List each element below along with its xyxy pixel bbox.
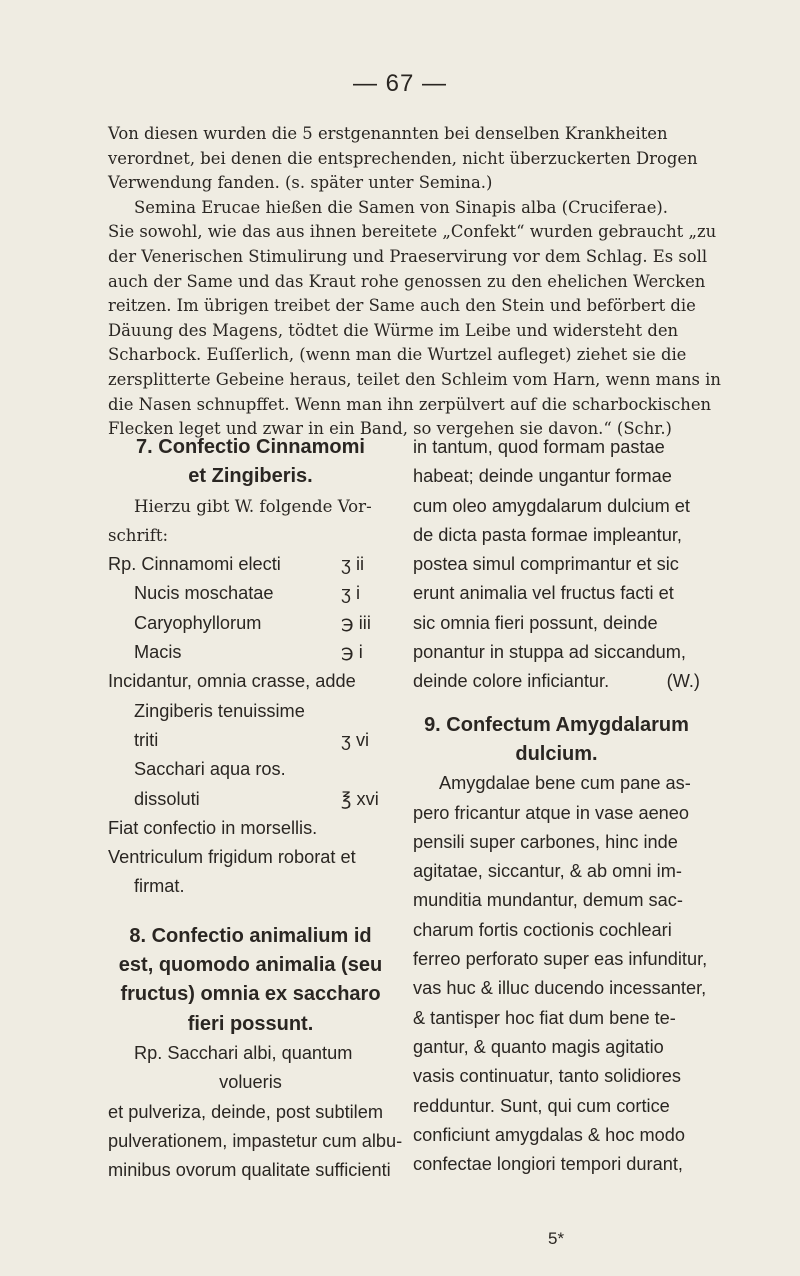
body-line: minibus ovorum qualitate sufficienti xyxy=(108,1160,391,1181)
recipe-text: Zingiberis tenuissime xyxy=(134,700,305,721)
recipe-text: Sacchari aqua ros. xyxy=(134,759,286,780)
intro-line: Scharbock. Euſſerlich, (wenn man die Wurtzel aufleget) ziehet sie die xyxy=(108,345,687,365)
intro-line: verordnet, bei denen die entsprechenden, nicht überzuckerten Drogen xyxy=(108,148,698,168)
body-line xyxy=(413,667,700,696)
body-line: gantur, & quanto magis agitatio xyxy=(413,1036,664,1057)
intro-line: Von diesen wurden die 5 erstgenannten bei denselben Krankheiten xyxy=(108,124,668,143)
ingredient-quantity: ʒ ii xyxy=(341,554,365,575)
body-line: & tantisper hoc fiat dum bene te- xyxy=(413,1007,676,1028)
body-line: conficiunt amygdalas & hoc modo xyxy=(413,1124,685,1145)
recipe-text: Ventriculum frigidum roborat et xyxy=(108,847,356,868)
intro-line: die Nasen schnupffet. Wenn man ihn zerpülvert auf die scharbockischen xyxy=(108,394,712,414)
intro-line: reitzen. Im übrigen treibet der Same auch den Stein und beförbert die xyxy=(108,296,696,316)
ingredient-name: dissoluti xyxy=(134,788,200,809)
ingredient-name: Rp. Cinnamomi electi xyxy=(108,554,281,575)
body-line: agitatae, siccantur, & ab omni im- xyxy=(413,861,682,882)
section-9-heading xyxy=(413,711,700,770)
section-8-heading xyxy=(108,922,393,1039)
body-line: vas huc & illuc ducendo incessanter, xyxy=(413,978,707,999)
body-line: ferreo perforato super eas infunditur, xyxy=(413,949,708,970)
body-line: in tantum, quod formam pastae xyxy=(413,437,665,457)
ingredient-name: Macis xyxy=(134,642,182,663)
recipe-text: firmat. xyxy=(134,876,185,897)
left-column xyxy=(108,433,403,1185)
body-line: confectae longiori tempori durant, xyxy=(413,1154,683,1175)
intro-paragraph xyxy=(108,122,721,442)
body-text: deinde colore inficiantur. xyxy=(413,671,610,692)
heading-line: 9. Confectum Amygdalarum xyxy=(424,713,689,736)
source-signature: (W.) xyxy=(666,671,700,692)
ingredient-name: Caryophyllorum xyxy=(134,612,262,633)
ingredient-quantity: ʒ i xyxy=(341,583,361,604)
recipe-row xyxy=(108,550,393,579)
catchword: 5* xyxy=(548,1229,565,1248)
body-line: postea simul comprimantur et sic xyxy=(413,554,679,575)
intro-line: Sie sowohl, wie das aus ihnen bereitete „Confekt“ wurden gebraucht „zu xyxy=(108,222,717,242)
recipe-text: volueris xyxy=(219,1072,282,1093)
intro-line: zersplitterte Gebeine heraus, teilet den Schleim vom Harn, wenn mans in xyxy=(108,369,721,389)
ingredient-name: triti xyxy=(134,729,159,750)
recipe-row xyxy=(108,609,393,638)
page-number: — 67 — xyxy=(352,70,448,97)
recipe-row xyxy=(108,638,393,667)
body-line: et pulveriza, deinde, post subtilem xyxy=(108,1101,383,1122)
ingredient-name: Nucis moschatae xyxy=(134,583,274,604)
intro-line: Flecken leget und zwar in ein Band, so vergehen sie davon.“ (Schr.) xyxy=(108,419,672,439)
spacer xyxy=(413,697,700,711)
body-line: vasis continuatur, tanto solidiores xyxy=(413,1066,681,1087)
body-line: erunt animalia vel fructus facti et xyxy=(413,583,674,604)
body-line: cum oleo amygdalarum dulcium et xyxy=(413,495,690,516)
body-line: de dicta pasta formae impleantur, xyxy=(413,524,682,545)
ingredient-quantity: ℥ xvi xyxy=(341,788,379,809)
recipe-text: Rp. Sacchari albi, quantum xyxy=(134,1042,353,1063)
heading-line: et Zingiberis. xyxy=(188,465,313,488)
recipe-row xyxy=(108,785,393,814)
heading-line: fieri possunt. xyxy=(187,1012,314,1035)
body-line: habeat; deinde ungantur formae xyxy=(413,466,672,487)
section-7-intro: Hierzu gibt W. folgende Vor- xyxy=(134,496,372,516)
body-line: pulverationem, impastetur cum albu- xyxy=(108,1130,403,1151)
intro-line: der Venerischen Stimulirung und Praeservirung vor dem Schlag. Es soll xyxy=(108,246,708,266)
intro-line: Däuung des Magens, tödtet die Würme im Leibe und widersteht den xyxy=(108,320,679,340)
section-7-intro: schrift: xyxy=(108,525,169,545)
ingredient-quantity: ℈ iii xyxy=(341,612,371,633)
right-column xyxy=(413,433,708,1179)
body-line: sic omnia fieri possunt, deinde xyxy=(413,612,658,633)
heading-line: est, quomodo animalia (seu xyxy=(118,954,383,977)
intro-line: auch der Same und das Kraut rohe genossen zu den ehelichen Wercken xyxy=(108,271,706,291)
body-line: Amygdalae bene cum pane as- xyxy=(439,773,691,794)
body-line: ponantur in stuppa ad siccandum, xyxy=(413,642,686,663)
spacer xyxy=(108,902,393,922)
recipe-row xyxy=(108,726,393,755)
heading-line: 7. Confectio Cinnamomi xyxy=(136,436,365,458)
body-line: munditia mundantur, demum sac- xyxy=(413,890,683,911)
recipe-text: Incidantur, omnia crasse, adde xyxy=(108,671,356,692)
intro-line: Semina Erucae hießen die Samen von Sinapis alba (Cruciferae). xyxy=(134,197,669,217)
recipe-row xyxy=(108,579,393,608)
ingredient-quantity: ʒ vi xyxy=(341,729,370,750)
intro-line: Verwendung fanden. (s. später unter Semina.) xyxy=(108,173,493,193)
body-line: charum fortis coctionis cochleari xyxy=(413,919,672,940)
ingredient-quantity: ℈ i xyxy=(341,642,363,663)
heading-line: 8. Confectio animalium id xyxy=(129,924,372,947)
heading-line: fructus) omnia ex saccharo xyxy=(120,983,381,1006)
heading-line: dulcium. xyxy=(515,742,598,765)
body-line: pero fricantur atque in vase aeneo xyxy=(413,802,690,823)
recipe-text: Fiat confectio in morsellis. xyxy=(108,817,318,838)
section-7-heading xyxy=(108,433,393,492)
body-line: redduntur. Sunt, qui cum cortice xyxy=(413,1095,670,1116)
body-line: pensili super carbones, hinc inde xyxy=(413,831,678,852)
